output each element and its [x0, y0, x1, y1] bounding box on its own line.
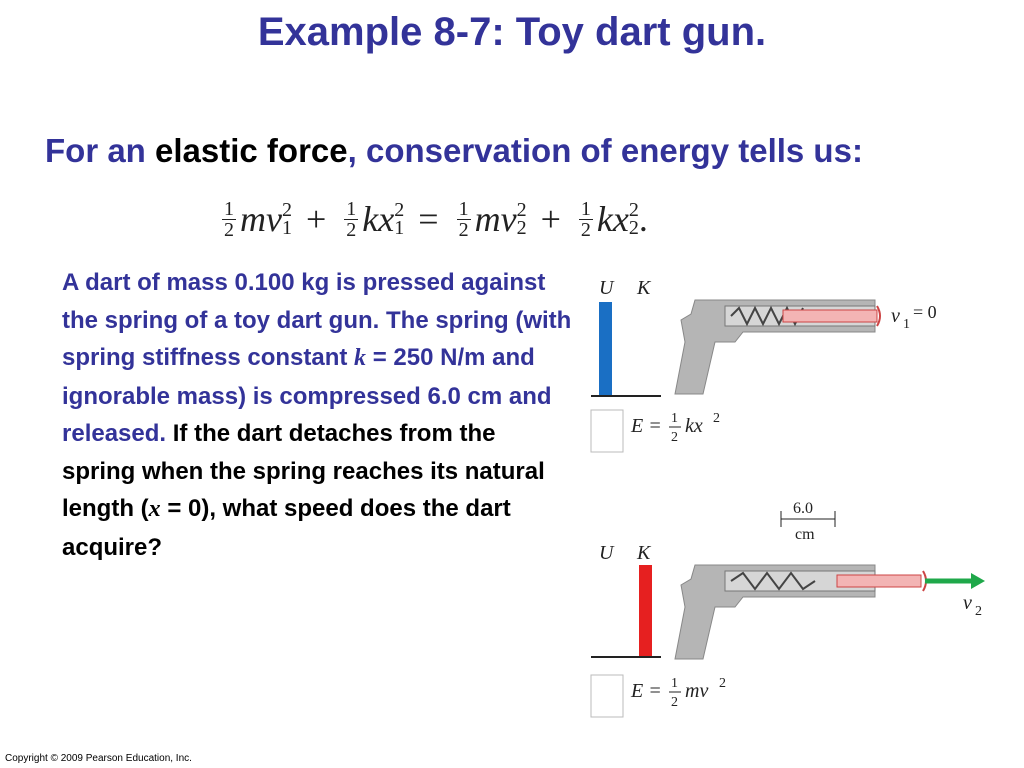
- top-velocity-label: v: [891, 305, 900, 327]
- problem-k-symbol: k: [354, 345, 367, 371]
- eq-equals: =: [418, 199, 439, 239]
- top-dart: [783, 310, 877, 322]
- kinetic-energy-bar: [639, 565, 652, 657]
- bottom-energy-box: [591, 675, 623, 717]
- top-energy-term: kx: [685, 415, 703, 437]
- svg-text:2: 2: [719, 676, 726, 691]
- problem-question-b: = 0), what speed does the dart acquire?: [62, 495, 511, 561]
- energy-conservation-equation: [218, 193, 648, 245]
- problem-statement: [62, 264, 572, 566]
- intro-text: [45, 130, 985, 171]
- svg-text:2: 2: [713, 411, 720, 426]
- toy-gun-bottom: [675, 565, 926, 659]
- svg-text:1: 1: [903, 317, 910, 332]
- problem-question-a: If the dart detaches from the spring when the spring reaches its natural length (: [62, 420, 545, 522]
- bottom-velocity-label: v: [963, 592, 972, 614]
- potential-energy-bar: [599, 302, 612, 396]
- bottom-energy-term: mv: [685, 680, 709, 702]
- toy-gun-top: [675, 300, 880, 394]
- eq-term-kx2: kx: [596, 199, 629, 239]
- page-title: Example 8-7: Toy dart gun.: [257, 10, 767, 54]
- distance-unit: cm: [795, 526, 815, 543]
- eq-term-mv1: mv: [240, 199, 282, 239]
- svg-text:2: 2: [671, 695, 678, 710]
- bottom-energy-e: E =: [631, 680, 662, 702]
- eq-supsub-2: 2 1: [394, 199, 405, 239]
- eq-term-kx1: kx: [362, 199, 395, 239]
- intro-part1: For an: [45, 132, 156, 169]
- figure-released-spring: [585, 495, 995, 725]
- eq-term-mv2: mv: [474, 199, 517, 239]
- top-u-label: U: [599, 277, 614, 299]
- problem-x-symbol: x: [148, 496, 161, 522]
- problem-given-b: = 250 N/m and ignorable mass) is compressed 6.0 cm and released.: [62, 344, 552, 447]
- eq-supsub-4: 2 2: [628, 199, 639, 239]
- top-velocity-value: = 0: [913, 302, 937, 322]
- svg-text:1: 1: [671, 676, 678, 691]
- eq-supsub-1: 2 1: [281, 199, 292, 239]
- bottom-dart: [837, 575, 921, 587]
- svg-text:2: 2: [975, 604, 982, 619]
- problem-given-a: A dart of mass 0.100 kg is pressed against the spring of a toy dart gun. The spring (with spring stiffness constant: [62, 269, 572, 371]
- copyright-notice: Copyright © 2009 Pearson Education, Inc.: [5, 753, 192, 764]
- intro-elastic-force: elastic force: [155, 132, 348, 169]
- eq-plus-2: +: [540, 199, 561, 239]
- top-k-label: K: [637, 277, 651, 299]
- eq-frac-3: $\frac{1}{2}$: [458, 197, 469, 241]
- top-energy-e: E =: [631, 415, 662, 437]
- bottom-u-label: U: [599, 542, 614, 564]
- eq-period: .: [638, 199, 648, 239]
- svg-text:1: 1: [671, 411, 678, 426]
- intro-part3: , conservation of energy tells us:: [347, 132, 863, 169]
- top-energy-box: [591, 410, 623, 452]
- eq-frac-4: $\frac{1}{2}$: [580, 197, 591, 241]
- figure-compressed-spring: [585, 270, 975, 460]
- eq-supsub-3: 2 2: [516, 199, 527, 239]
- eq-frac-2: $\frac{1}{2}$: [346, 197, 357, 241]
- eq-plus-1: +: [305, 199, 327, 239]
- svg-text:2: 2: [671, 430, 678, 445]
- bottom-k-label: K: [637, 542, 651, 564]
- eq-frac-1: $\frac{1}{2}$: [224, 197, 234, 241]
- velocity-arrow-head: [971, 573, 985, 589]
- distance-value: 6.0: [793, 500, 813, 517]
